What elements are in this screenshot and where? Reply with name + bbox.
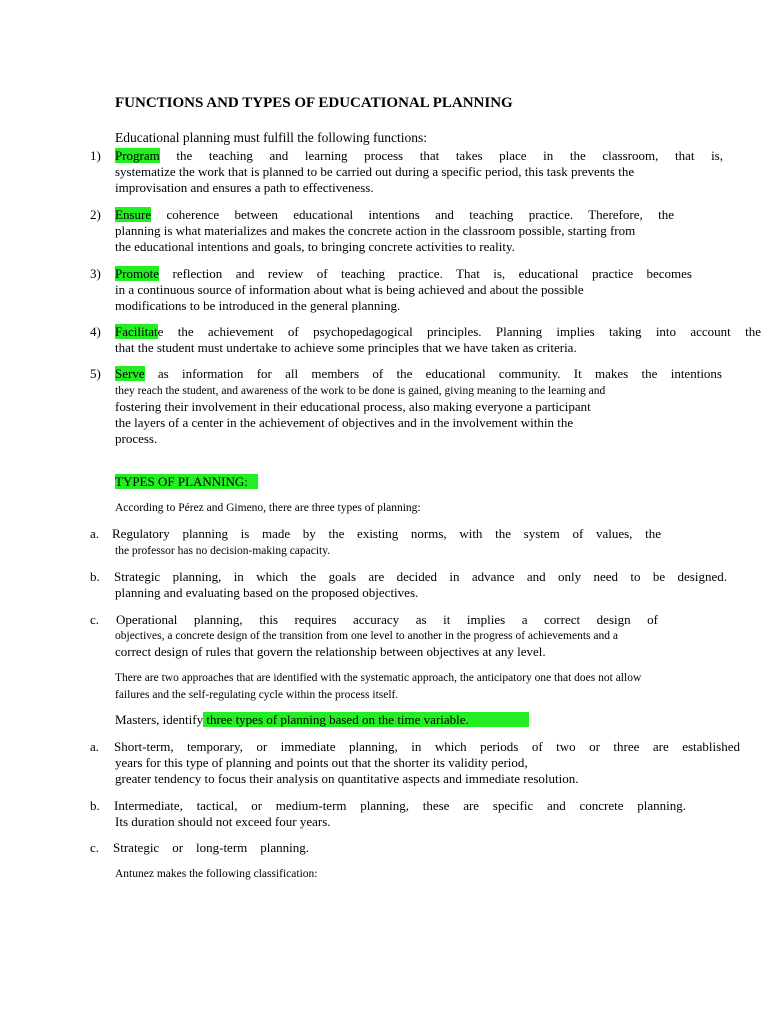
time-type-b-line-2: Its duration should not exceed four years. [115,814,331,829]
function-2-number: 2) [90,207,101,222]
function-1-number: 1) [90,148,101,163]
intro-text: Educational planning must fulfill the following functions: [115,130,427,145]
type-c-line-3: correct design of rules that govern the relationship between objectives at any level. [115,644,546,659]
function-3-line-3: modifications to be introduced in the general planning. [115,298,401,313]
time-type-b-first-line: Intermediate, tactical, or medium-term planning, these are specific and concrete planning. [114,798,686,813]
function-1-rest: the teaching and learning process that takes place in the classroom, that is, [159,148,723,163]
page-title: FUNCTIONS AND TYPES OF EDUCATIONAL PLANNING [115,95,513,111]
time-type-a-letter: a. [90,739,100,754]
antunez-line: Antunez makes the following classification: [115,868,318,880]
type-b-first-line: Strategic planning, in which the goals are decided in advance and only need to be designed. [114,569,727,584]
function-4-first-line [115,324,761,340]
types-heading-highlight: TYPES OF PLANNING: [115,474,258,489]
function-1-line-2: systematize the work that is planned to be carried out during a specific period, this task prevents the [115,164,635,179]
type-a-letter: a. [90,526,100,541]
function-2-highlight: Ensure [115,207,152,222]
function-5-rest: as information for all members of the educational community. It makes the intentions [144,366,722,381]
function-2-line-2: planning is what materializes and makes the concrete action in the classroom possible, starting from [115,223,636,238]
time-type-a-line-2: years for this type of planning and points out that the shorter its validity period, [115,755,528,770]
function-5-line-2: they reach the student, and awareness of the work to be done is gained, giving meaning to the learning and [115,385,606,397]
type-a-line-2: the professor has no decision-making capacity. [115,545,331,557]
function-1-highlight: Program [115,148,160,163]
time-type-c-letter: c. [90,840,100,855]
type-c-letter: c. [90,612,100,627]
masters-prefix: Masters, identify [115,712,204,727]
function-2-line-3: the educational intentions and goals, to bringing concrete activities to reality. [115,239,515,254]
function-4-rest: e the achievement of psychopedagogical principles. Planning implies taking into account the [157,324,761,339]
types-heading [115,474,258,490]
function-3-highlight: Promote [115,266,160,281]
function-1-first-line [115,148,723,164]
type-c-line-2: objectives, a concrete design of the transition from one level to another in the progress of achievements and a [115,630,618,642]
types-intro: According to Pérez and Gimeno, there are three types of planning: [115,502,421,514]
function-5-highlight: Serve [115,366,145,381]
type-c-first-line: Operational planning, this requires accuracy as it implies a correct design of [116,612,658,627]
function-1-line-3: improvisation and ensures a path to effectiveness. [115,180,374,195]
time-type-a-line-3: greater tendency to focus their analysis on quantitative aspects and immediate resolution. [115,771,579,786]
function-4-highlight: Facilitat [115,324,158,339]
function-4-line-2: that the student must undertake to achieve some principles that we have taken as criteria. [115,340,577,355]
function-3-rest: reflection and review of teaching practice. That is, educational practice becomes [159,266,692,281]
function-3-line-2: in a continuous source of information about what is being achieved and about the possible [115,282,584,297]
function-3-first-line [115,266,692,282]
function-5-number: 5) [90,366,101,381]
time-type-a-first-line: Short-term, temporary, or immediate planning, in which periods of two or three are established [114,739,740,754]
masters-highlight: three types of planning based on the time variable. [203,712,529,727]
approaches-line-2: failures and the self-regulating cycle within the process itself. [115,689,399,701]
function-5-first-line [115,366,722,382]
type-b-letter: b. [90,569,100,584]
masters-line [115,712,529,728]
function-2-first-line [115,207,674,223]
time-type-c-first-line: Strategic or long-term planning. [113,840,309,855]
approaches-line-1: There are two approaches that are identified with the systematic approach, the anticipatory one that does not allow [115,672,642,684]
function-5-line-4: the layers of a center in the achievement of objectives and in the involvement within the [115,415,574,430]
function-5-line-5: process. [115,431,158,446]
type-b-line-2: planning and evaluating based on the proposed objectives. [115,585,419,600]
time-type-b-letter: b. [90,798,100,813]
function-2-rest: coherence between educational intentions and teaching practice. Therefore, the [151,207,674,222]
function-5-line-3: fostering their involvement in their educational process, also making everyone a participant [115,399,591,414]
type-a-first-line: Regulatory planning is made by the existing norms, with the system of values, the [112,526,661,541]
function-4-number: 4) [90,324,101,339]
function-3-number: 3) [90,266,101,281]
